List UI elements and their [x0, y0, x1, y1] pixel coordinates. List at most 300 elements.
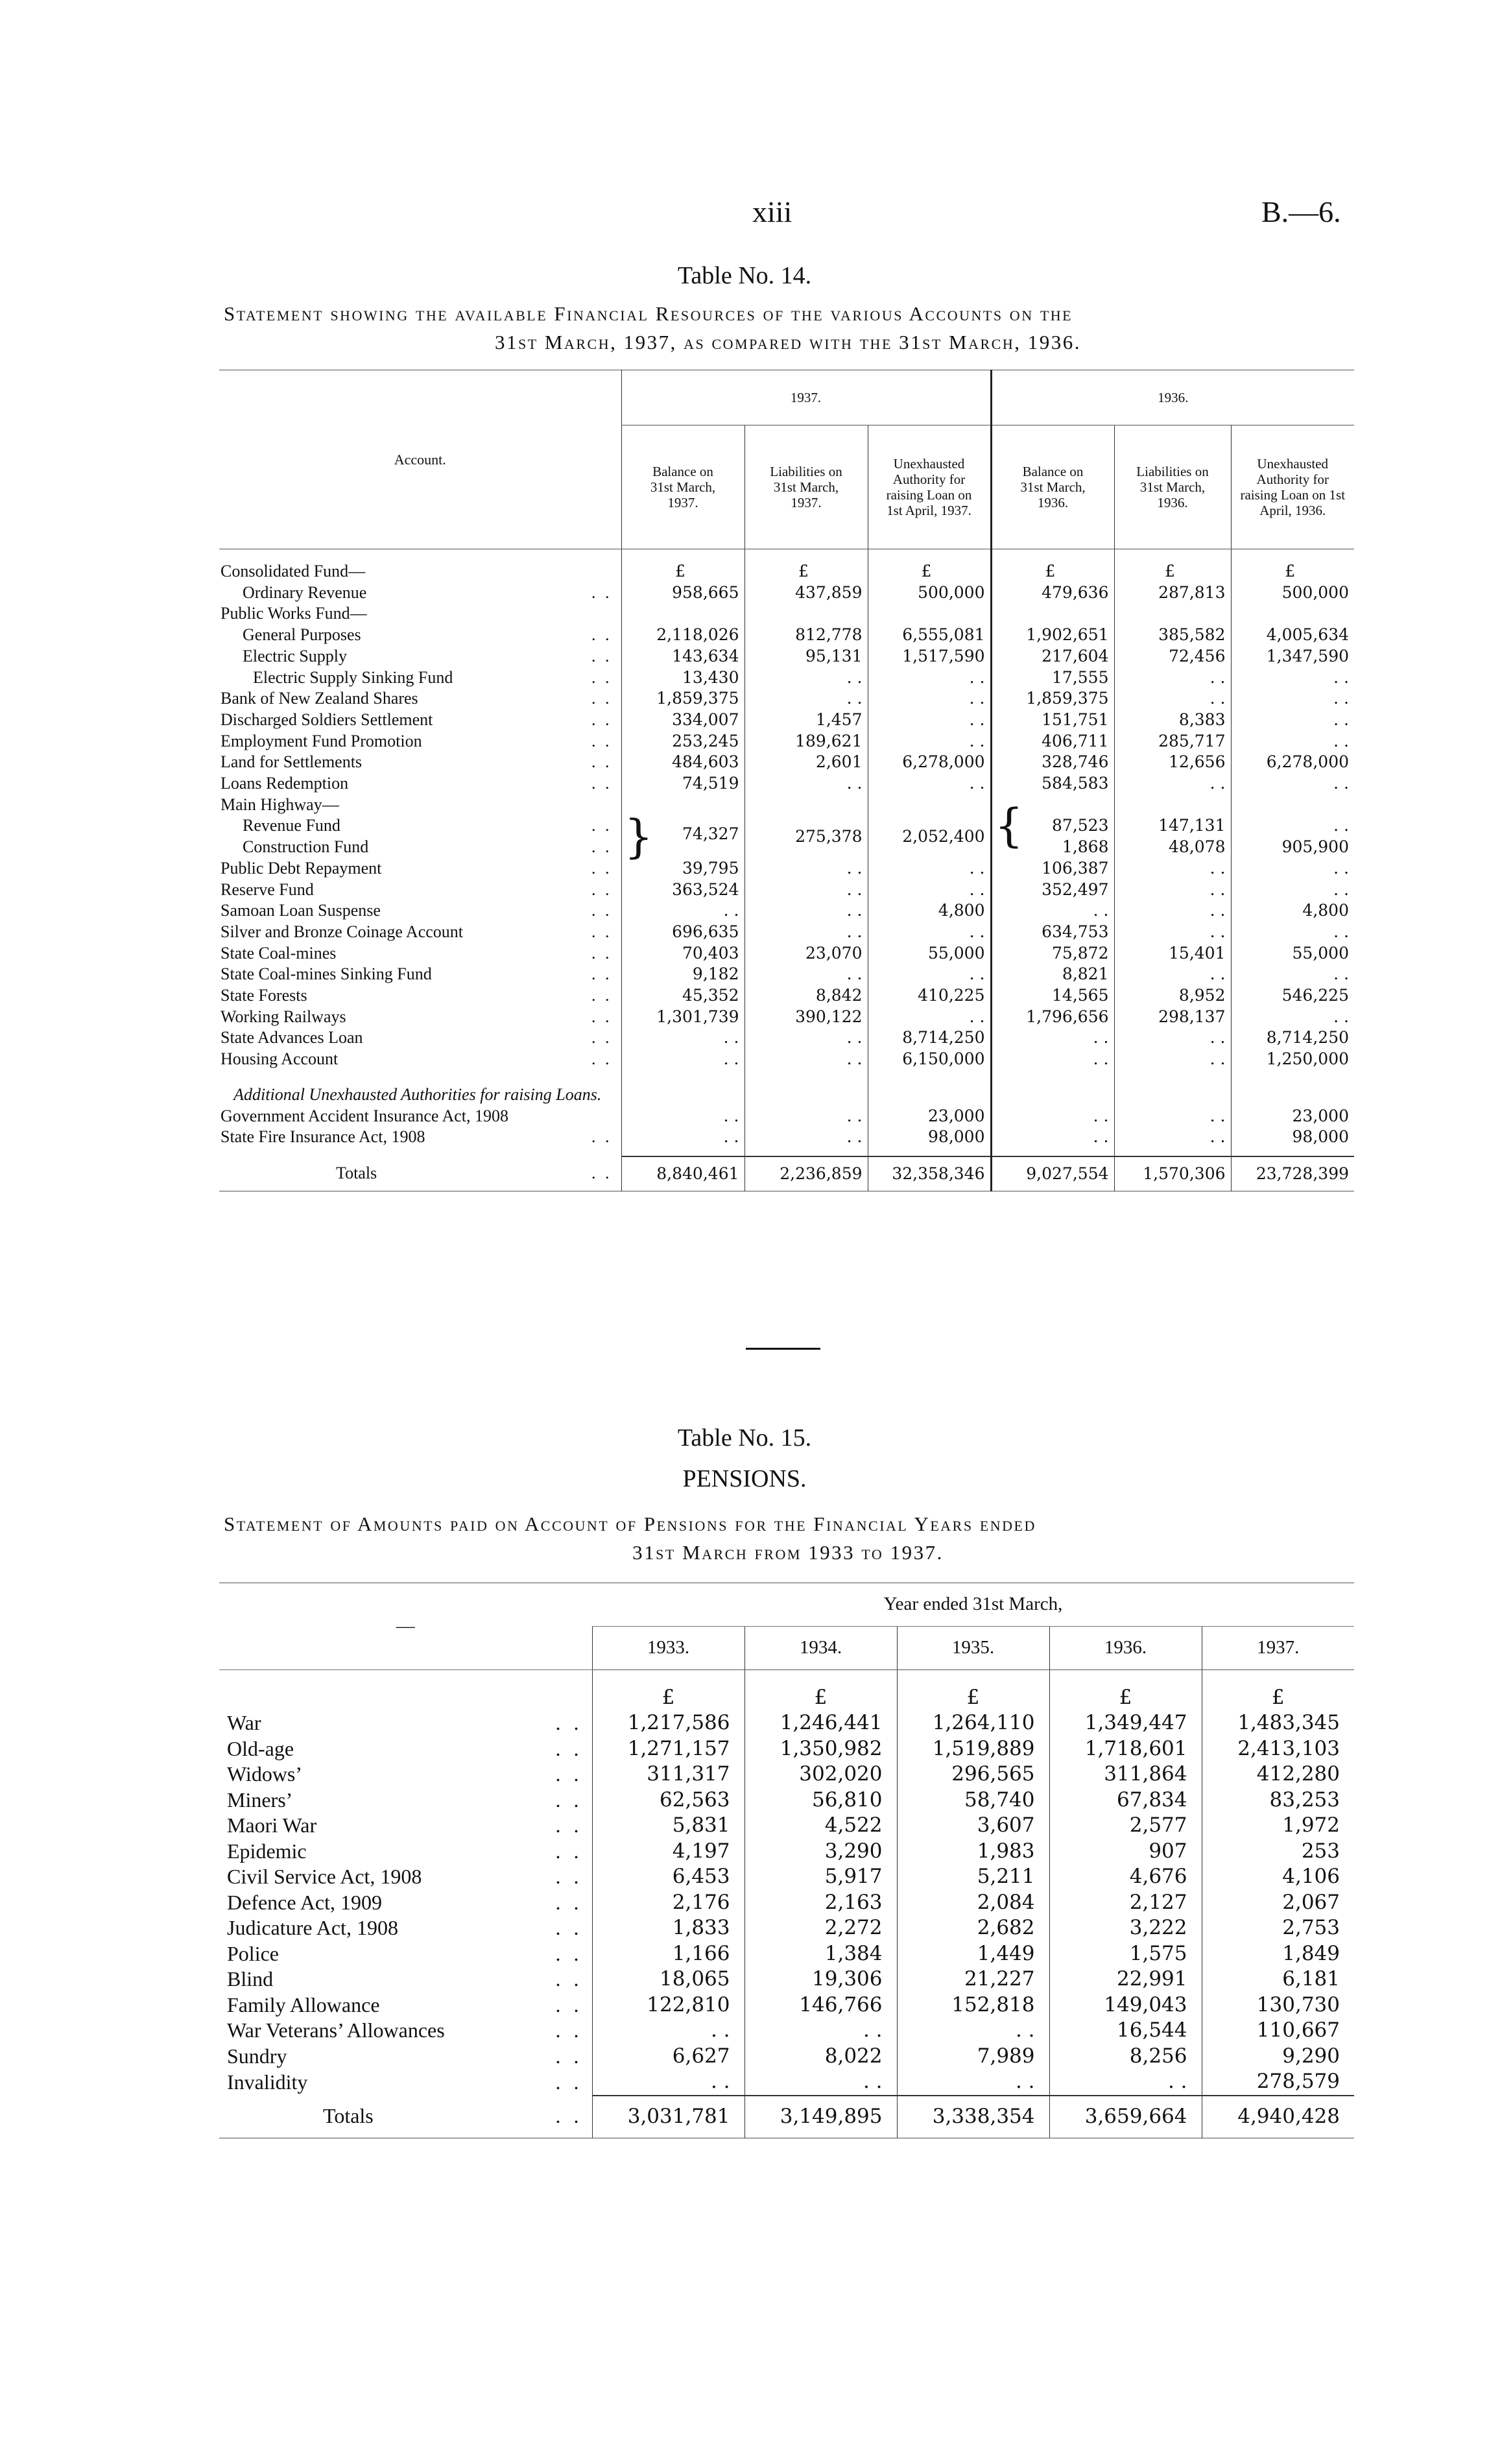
- year-1936-header: 1936.: [991, 370, 1354, 425]
- leader-dots: . .: [591, 774, 612, 793]
- cell-value: . .: [1114, 1127, 1231, 1148]
- table-row: [219, 964, 1354, 985]
- table-row: [219, 1127, 1354, 1148]
- row-label-text: Main Highway—: [220, 795, 339, 814]
- cell-value: 2,084: [897, 1890, 1049, 1916]
- cell-value: . .: [1231, 858, 1354, 879]
- year-header: 1936.: [1049, 1627, 1202, 1670]
- table-row: [219, 1049, 1354, 1070]
- cell-value: 363,524: [621, 879, 744, 901]
- cell-value: . .: [744, 773, 868, 795]
- cell-value: . .: [1231, 815, 1354, 837]
- row-label-text: War Veterans’ Allowances: [227, 2018, 445, 2042]
- col-header: Balance on 31st March, 1937.: [621, 425, 744, 549]
- cell-value: 70,403: [621, 943, 744, 964]
- cell-value: . .: [1231, 1007, 1354, 1028]
- cell-value: £: [1231, 549, 1354, 582]
- cell-value: . .: [621, 900, 744, 922]
- spacer-row: [219, 1148, 1354, 1156]
- row-label: [219, 1839, 592, 1865]
- table14-financial-resources: [219, 370, 1354, 1191]
- page-code: B.—6.: [1261, 195, 1341, 228]
- cell-value: 6,627: [592, 2044, 744, 2070]
- row-label: [219, 922, 621, 943]
- cell-value: 189,621: [744, 731, 868, 752]
- row-label-text: Revenue Fund: [243, 816, 340, 835]
- cell-value: . .: [744, 964, 868, 985]
- leader-dots: . .: [591, 582, 612, 602]
- spacer-cell: [621, 1148, 744, 1156]
- additional-heading-row: [219, 1084, 1354, 1106]
- cell-value: 1,166: [592, 1941, 744, 1967]
- row-label: [219, 773, 621, 795]
- spacer-cell: [1231, 1070, 1354, 1084]
- spacer-cell: [1114, 1148, 1231, 1156]
- leader-dots: . .: [591, 879, 612, 899]
- spacer-cell: [991, 1148, 1114, 1156]
- cell-value: . .: [744, 1106, 868, 1127]
- cell-value: 546,225: [1231, 985, 1354, 1007]
- total-value: 1,570,306: [1114, 1156, 1231, 1191]
- cell-value: 334,007: [621, 710, 744, 731]
- total-value: 32,358,346: [868, 1156, 991, 1191]
- table15-statement-line1: Statement of Amounts paid on Account of Pensions for the Financial Years ended: [224, 1513, 1036, 1535]
- row-label: [219, 688, 621, 710]
- row-label-text: Bank of New Zealand Shares: [220, 689, 418, 708]
- table-row: [219, 710, 1354, 731]
- cell-value: 410,225: [868, 985, 991, 1007]
- cell-value: 1,384: [744, 1941, 897, 1967]
- spacer-cell: [1231, 1148, 1354, 1156]
- cell-value: 8,952: [1114, 985, 1231, 1007]
- cell-value: 1,983: [897, 1839, 1049, 1865]
- row-label: [219, 752, 621, 773]
- cell-value: 3,607: [897, 1813, 1049, 1839]
- cell-value: 1,250,000: [1231, 1049, 1354, 1070]
- cell-value: 1,347,590: [1231, 646, 1354, 667]
- cell-value: 2,413,103: [1202, 1736, 1354, 1762]
- cell-value: 1,849: [1202, 1941, 1354, 1967]
- cell-value: 152,818: [897, 1992, 1049, 2018]
- empty-cell: [744, 1084, 868, 1106]
- table-row: [219, 1967, 1354, 1992]
- row-label-text: Maori War: [227, 1813, 317, 1837]
- cell-value: 147,131: [1114, 815, 1231, 837]
- cell-value: 1,246,441: [744, 1710, 897, 1736]
- cell-value: 298,137: [1114, 1007, 1231, 1028]
- cell-value: . .: [1114, 858, 1231, 879]
- table-row: [219, 667, 1354, 689]
- leader-dots: . .: [591, 901, 612, 920]
- leader-dots: . .: [591, 646, 612, 665]
- row-label: [219, 815, 621, 837]
- cell-value: £: [868, 549, 991, 582]
- cell-value: . .: [868, 1007, 991, 1028]
- cell-value: . .: [1231, 688, 1354, 710]
- account-header: Account.: [219, 370, 621, 549]
- table15-statement: [224, 1510, 1352, 1567]
- cell-value: 1,575: [1049, 1941, 1202, 1967]
- row-label: [219, 2069, 592, 2096]
- cell-value: 2,118,026: [621, 625, 744, 646]
- cell-value: . .: [1231, 667, 1354, 689]
- cell-value: . .: [621, 1106, 744, 1127]
- cell-value: 2,601: [744, 752, 868, 773]
- cell-value: 2,682: [897, 1915, 1049, 1941]
- cell-value: . .: [1231, 731, 1354, 752]
- cell-value: [1231, 795, 1354, 816]
- cell-value: 4,800: [1231, 900, 1354, 922]
- row-label: [219, 646, 621, 667]
- cell-value: 7,989: [897, 2044, 1049, 2070]
- leader-dots: . .: [555, 1967, 583, 1991]
- row-label: [219, 1967, 592, 1992]
- section-divider: [746, 1348, 820, 1350]
- currency-row: [219, 1670, 1354, 1711]
- row-label-text: Loans Redemption: [220, 774, 349, 793]
- cell-value: . .: [1114, 667, 1231, 689]
- cell-value: £: [621, 549, 744, 582]
- row-label-text: Civil Service Act, 1908: [227, 1865, 422, 1888]
- totals-row: [219, 2096, 1354, 2138]
- leader-dots: . .: [591, 922, 612, 941]
- cell-value: 907: [1049, 1839, 1202, 1865]
- spacer-cell: [219, 1148, 621, 1156]
- currency-symbol: £: [592, 1670, 744, 1711]
- cell-value: . .: [1231, 710, 1354, 731]
- cell-value: 48,078: [1114, 837, 1231, 858]
- cell-value: [991, 603, 1114, 625]
- cell-value: 45,352: [621, 985, 744, 1007]
- totals-label: [219, 1156, 621, 1191]
- leader-dots: . .: [591, 1127, 612, 1147]
- cell-value: . .: [744, 879, 868, 901]
- cell-value: . .: [868, 773, 991, 795]
- cell-value: 302,020: [744, 1762, 897, 1788]
- col-header: Unexhausted Authority for raising Loan on 1st April, 1936.: [1231, 425, 1354, 549]
- cell-value: 67,834: [1049, 1788, 1202, 1813]
- table-row: [219, 922, 1354, 943]
- cell-value: 87,523: [1052, 816, 1109, 835]
- year-ended-header: Year ended 31st March,: [592, 1583, 1354, 1627]
- cell-value: 9,290: [1202, 2044, 1354, 2070]
- total-value: 23,728,399: [1231, 1156, 1354, 1191]
- cell-value: 6,278,000: [1231, 752, 1354, 773]
- empty-cell: [219, 1670, 592, 1711]
- cell-value: . .: [1114, 922, 1231, 943]
- cell-value: . .: [744, 1027, 868, 1049]
- table-row: [219, 2069, 1354, 2096]
- row-label-text: Old-age: [227, 1736, 294, 1760]
- cell-value: 110,667: [1202, 2018, 1354, 2044]
- leader-dots: . .: [555, 2018, 583, 2042]
- cell-value: 406,711: [991, 731, 1114, 752]
- cell-value: . .: [868, 964, 991, 985]
- cell-value: 253: [1202, 1839, 1354, 1865]
- leader-dots: . .: [591, 816, 612, 835]
- cell-value: 311,317: [592, 1762, 744, 1788]
- empty-cell: [991, 1084, 1114, 1106]
- total-value: 3,149,895: [744, 2096, 897, 2138]
- leader-dots: . .: [555, 1941, 583, 1965]
- cell-value: . .: [1114, 900, 1231, 922]
- cell-value: 39,795: [621, 858, 744, 879]
- row-label-text: State Fire Insurance Act, 1908: [220, 1127, 425, 1147]
- row-label-text: Police: [227, 1941, 279, 1965]
- cell-value: 1,519,889: [897, 1736, 1049, 1762]
- cell-value: . .: [868, 667, 991, 689]
- empty-cell: [868, 1084, 991, 1106]
- cell-value: 22,991: [1049, 1967, 1202, 1992]
- row-label-text: Invalidity: [227, 2070, 308, 2094]
- cell-value: [868, 795, 991, 816]
- cell-value: 696,635: [621, 922, 744, 943]
- row-label-text: Electric Supply: [243, 646, 348, 665]
- leader-dots: . .: [555, 1788, 583, 1812]
- spacer-cell: [868, 1070, 991, 1084]
- cell-value: 21,227: [897, 1967, 1049, 1992]
- cell-value: 1,859,375: [621, 688, 744, 710]
- table-row: [219, 1890, 1354, 1916]
- row-label: [219, 549, 621, 582]
- row-label: [219, 603, 621, 625]
- cell-value: [744, 795, 868, 816]
- spacer-cell: [219, 1070, 621, 1084]
- row-label-text: War: [227, 1711, 261, 1734]
- cell-value: [621, 603, 744, 625]
- cell-value: 58,740: [897, 1788, 1049, 1813]
- cell-value: 14,565: [991, 985, 1114, 1007]
- cell-value: 6,181: [1202, 1967, 1354, 1992]
- cell-value: . .: [744, 2018, 897, 2044]
- row-label: [219, 2018, 592, 2044]
- cell-value: 18,065: [592, 1967, 744, 1992]
- leader-dots: . .: [555, 1916, 583, 1939]
- spacer-cell: [991, 1070, 1114, 1084]
- table-row: [219, 985, 1354, 1007]
- cell-value: 19,306: [744, 1967, 897, 1992]
- cell-value: . .: [1114, 964, 1231, 985]
- cell-value: 146,766: [744, 1992, 897, 2018]
- cell-value: 56,810: [744, 1788, 897, 1813]
- cell-value: . .: [621, 1049, 744, 1070]
- cell-value: 62,563: [592, 1788, 744, 1813]
- leader-dots: . .: [591, 1007, 612, 1026]
- row-label: [219, 1049, 621, 1070]
- cell-value: 1,902,651: [991, 625, 1114, 646]
- leader-dots: . .: [555, 1736, 583, 1760]
- cell-value: 1,349,447: [1049, 1710, 1202, 1736]
- cell-value: 4,005,634: [1231, 625, 1354, 646]
- table-row: [219, 858, 1354, 879]
- totals-label: [219, 2096, 592, 2138]
- main-highway-balance: [621, 810, 744, 864]
- cell-value: 130,730: [1202, 1992, 1354, 2018]
- row-label: [219, 1813, 592, 1839]
- table-row: [219, 731, 1354, 752]
- table15-pensions: [219, 1583, 1354, 2138]
- totals-label-text: Totals: [323, 2104, 374, 2128]
- row-label: [219, 2044, 592, 2070]
- cell-value: 1,796,656: [991, 1007, 1114, 1028]
- table-row: [219, 752, 1354, 773]
- cell-value: 23,000: [1231, 1106, 1354, 1127]
- leader-dots: . .: [555, 1992, 583, 2016]
- table-row: [219, 1941, 1354, 1967]
- cell-value: . .: [868, 922, 991, 943]
- row-label-text: Land for Settlements: [220, 752, 363, 772]
- currency-symbol: £: [1049, 1670, 1202, 1711]
- cell-value: 311,864: [1049, 1762, 1202, 1788]
- cell-value: 484,603: [621, 752, 744, 773]
- cell-value: 8,842: [744, 985, 868, 1007]
- cell-value: 958,665: [621, 582, 744, 604]
- cell-value: 3,290: [744, 1839, 897, 1865]
- cell-value: . .: [1231, 964, 1354, 985]
- table-row: [219, 943, 1354, 964]
- cell-value: 4,106: [1202, 1864, 1354, 1890]
- table-row: [219, 1027, 1354, 1049]
- row-label-text: General Purposes: [243, 625, 361, 645]
- cell-value: 6,555,081: [868, 625, 991, 646]
- row-label-text: Miners’: [227, 1788, 293, 1812]
- table-row: [219, 1864, 1354, 1890]
- row-label: [219, 879, 621, 901]
- cell-value: 1,868: [991, 837, 1114, 858]
- cell-value: 3,222: [1049, 1915, 1202, 1941]
- table14-title: Table No. 14.: [677, 262, 812, 289]
- leader-dots: . .: [591, 1028, 612, 1047]
- cell-value: 83,253: [1202, 1788, 1354, 1813]
- cell-value: . .: [897, 2018, 1049, 2044]
- col-header: Liabilities on 31st March, 1937.: [744, 425, 868, 549]
- total-value: 2,236,859: [744, 1156, 868, 1191]
- row-label: [219, 964, 621, 985]
- totals-label-text: Totals: [336, 1164, 377, 1183]
- cell-value: 8,022: [744, 2044, 897, 2070]
- year-header: 1934.: [744, 1627, 897, 1670]
- spacer-cell: [868, 1148, 991, 1156]
- row-label: [219, 667, 621, 689]
- cell-value: 328,746: [991, 752, 1114, 773]
- leader-dots: . .: [591, 986, 612, 1005]
- total-value: 4,940,428: [1202, 2096, 1354, 2138]
- cell-value: 1,972: [1202, 1813, 1354, 1839]
- cell-value: . .: [991, 1049, 1114, 1070]
- cell-value: [744, 603, 868, 625]
- row-label-text: Family Allowance: [227, 1992, 380, 2016]
- cell-value: 8,821: [991, 964, 1114, 985]
- cell-value: 17,555: [991, 667, 1114, 689]
- table14-statement: [224, 300, 1352, 357]
- cell-value: 1,449: [897, 1941, 1049, 1967]
- table15-subtitle: PENSIONS.: [682, 1465, 807, 1492]
- totals-row: [219, 1156, 1354, 1191]
- row-label-text: Government Accident Insurance Act, 1908: [220, 1106, 509, 1125]
- row-label-text: Employment Fund Promotion: [220, 731, 422, 750]
- cell-value: 479,636: [991, 582, 1114, 604]
- row-label-text: State Coal-mines: [220, 943, 337, 963]
- row-label-text: Judicature Act, 1908: [227, 1916, 398, 1939]
- cell-value: 285,717: [1114, 731, 1231, 752]
- leader-dots: . .: [591, 1049, 612, 1069]
- cell-value: 217,604: [991, 646, 1114, 667]
- row-label: [219, 1762, 592, 1788]
- leader-dots: . .: [555, 1839, 583, 1863]
- cell-value: . .: [868, 858, 991, 879]
- year-header: 1935.: [897, 1627, 1049, 1670]
- table-row-header: [219, 549, 1354, 582]
- total-value: 3,031,781: [592, 2096, 744, 2138]
- currency-symbol: £: [744, 1670, 897, 1711]
- table-row: [219, 1736, 1354, 1762]
- cell-value: 253,245: [621, 731, 744, 752]
- cell-value: 16,544: [1049, 2018, 1202, 2044]
- row-label: [219, 1941, 592, 1967]
- cell-value: . .: [1114, 1027, 1231, 1049]
- cell-value: . .: [592, 2018, 744, 2044]
- leader-dots: . .: [591, 731, 612, 750]
- cell-value: . .: [744, 667, 868, 689]
- row-label: [219, 625, 621, 646]
- row-label: [219, 731, 621, 752]
- cell-value: . .: [991, 1106, 1114, 1127]
- cell-value: . .: [868, 731, 991, 752]
- row-label-text: Sundry: [227, 2044, 287, 2068]
- cell-value: £: [991, 549, 1114, 582]
- spacer-cell: [744, 1148, 868, 1156]
- cell-value: 1,264,110: [897, 1710, 1049, 1736]
- cell-value: 151,751: [991, 710, 1114, 731]
- total-value: 8,840,461: [621, 1156, 744, 1191]
- page-number: xiii: [752, 195, 792, 228]
- cell-value: 2,067: [1202, 1890, 1354, 1916]
- table15-title: Table No. 15.: [677, 1424, 812, 1452]
- leader-dots: . .: [555, 1813, 583, 1837]
- row-label: [219, 943, 621, 964]
- table-row: [219, 1813, 1354, 1839]
- table-row: [219, 1839, 1354, 1865]
- leader-dots: . .: [555, 1762, 583, 1786]
- brace-icon: {: [994, 799, 1024, 853]
- spacer-cell: [1114, 1070, 1231, 1084]
- cell-value: 2,163: [744, 1890, 897, 1916]
- cell-value: . .: [868, 710, 991, 731]
- leader-dots: . .: [591, 667, 612, 687]
- cell-value: . .: [744, 1049, 868, 1070]
- cell-value: 1,859,375: [991, 688, 1114, 710]
- cell-value: . .: [1114, 1049, 1231, 1070]
- table-row: [219, 1007, 1354, 1028]
- spacer-cell: [744, 1070, 868, 1084]
- cell-value: 385,582: [1114, 625, 1231, 646]
- row-label-text: Reserve Fund: [220, 879, 314, 899]
- table-row: [219, 603, 1354, 625]
- row-label: [219, 710, 621, 731]
- cell-value: . .: [868, 688, 991, 710]
- table-row: [219, 2044, 1354, 2070]
- cell-value: . .: [1114, 773, 1231, 795]
- leader-dots: . .: [591, 964, 612, 984]
- cell-value: 584,583: [991, 773, 1114, 795]
- cell-value: . .: [744, 1127, 868, 1148]
- cell-value: 5,211: [897, 1864, 1049, 1890]
- cell-value: 1,301,739: [621, 1007, 744, 1028]
- leader-dots: . .: [591, 943, 612, 963]
- cell-value: 23,000: [868, 1106, 991, 1127]
- empty-cell: [1114, 1084, 1231, 1106]
- additional-heading: Additional Unexhausted Authorities for raising Loans.: [233, 1085, 602, 1105]
